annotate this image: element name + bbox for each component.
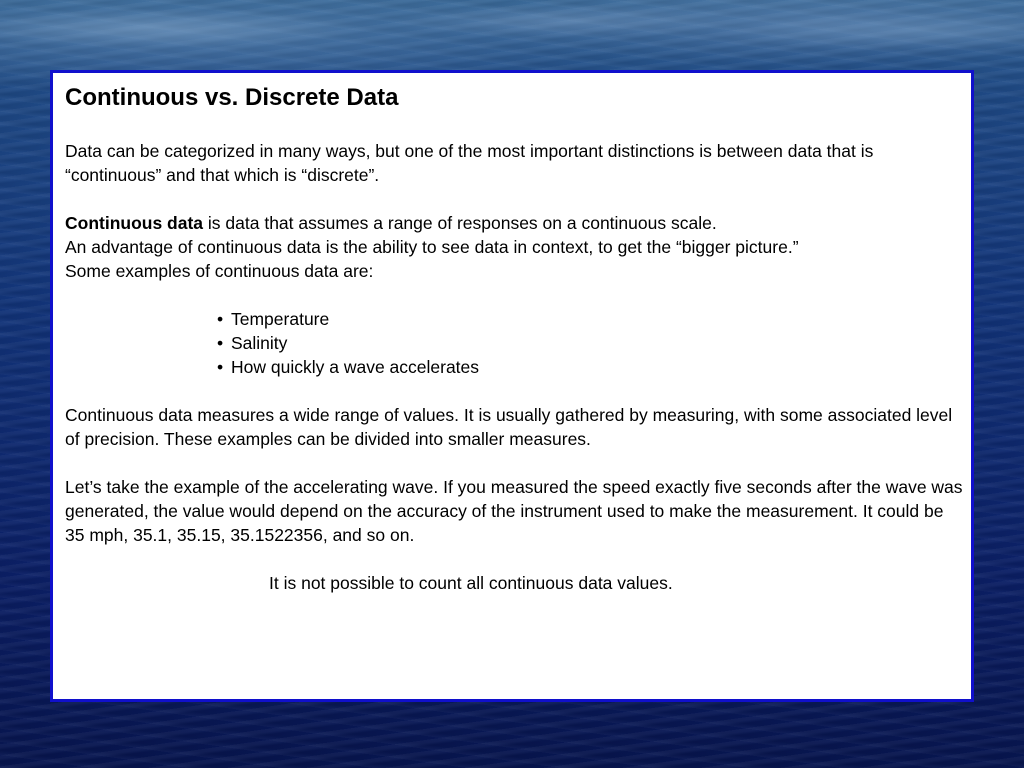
conclusion-note: It is not possible to count all continuous data values. xyxy=(269,573,673,593)
ocean-background xyxy=(0,0,1024,70)
wave-example-paragraph: Let’s take the example of the accelerating wave. If you measured the speed exactly five seconds after the wave was generated, the value would depend on the accuracy of the instrument used to make the measurement. It could be 35 mph, 35.1, 35.15, 35.1522356, and so on. xyxy=(65,477,963,545)
bullet-icon: • xyxy=(217,309,228,329)
intro-paragraph: Data can be categorized in many ways, but one of the most important distinctions is between data that is “continuous” and that which is “discrete”. xyxy=(65,141,874,185)
examples-intro: Some examples of continuous data are: xyxy=(65,261,374,281)
examples-list xyxy=(65,307,965,379)
definition-text: is data that assumes a range of responses on a continuous scale. xyxy=(203,213,717,233)
list-item: • Salinity xyxy=(217,333,288,353)
bullet-icon: • xyxy=(217,333,228,353)
slide-title: Continuous vs. Discrete Data xyxy=(65,84,399,111)
slide-content xyxy=(65,81,965,595)
definition-term: Continuous data xyxy=(65,213,204,233)
measures-paragraph: Continuous data measures a wide range of values. It is usually gathered by measuring, with some associated level of precision. These examples can be divided into smaller measures. xyxy=(65,405,953,449)
definition-paragraph xyxy=(65,211,965,235)
list-item: • Temperature xyxy=(217,309,330,329)
list-item: • How quickly a wave accelerates xyxy=(217,357,480,377)
bullet-icon: • xyxy=(217,357,228,377)
advantage-paragraph: An advantage of continuous data is the ability to see data in context, to get the “bigger picture.” xyxy=(65,237,799,257)
slide-panel xyxy=(50,70,974,702)
